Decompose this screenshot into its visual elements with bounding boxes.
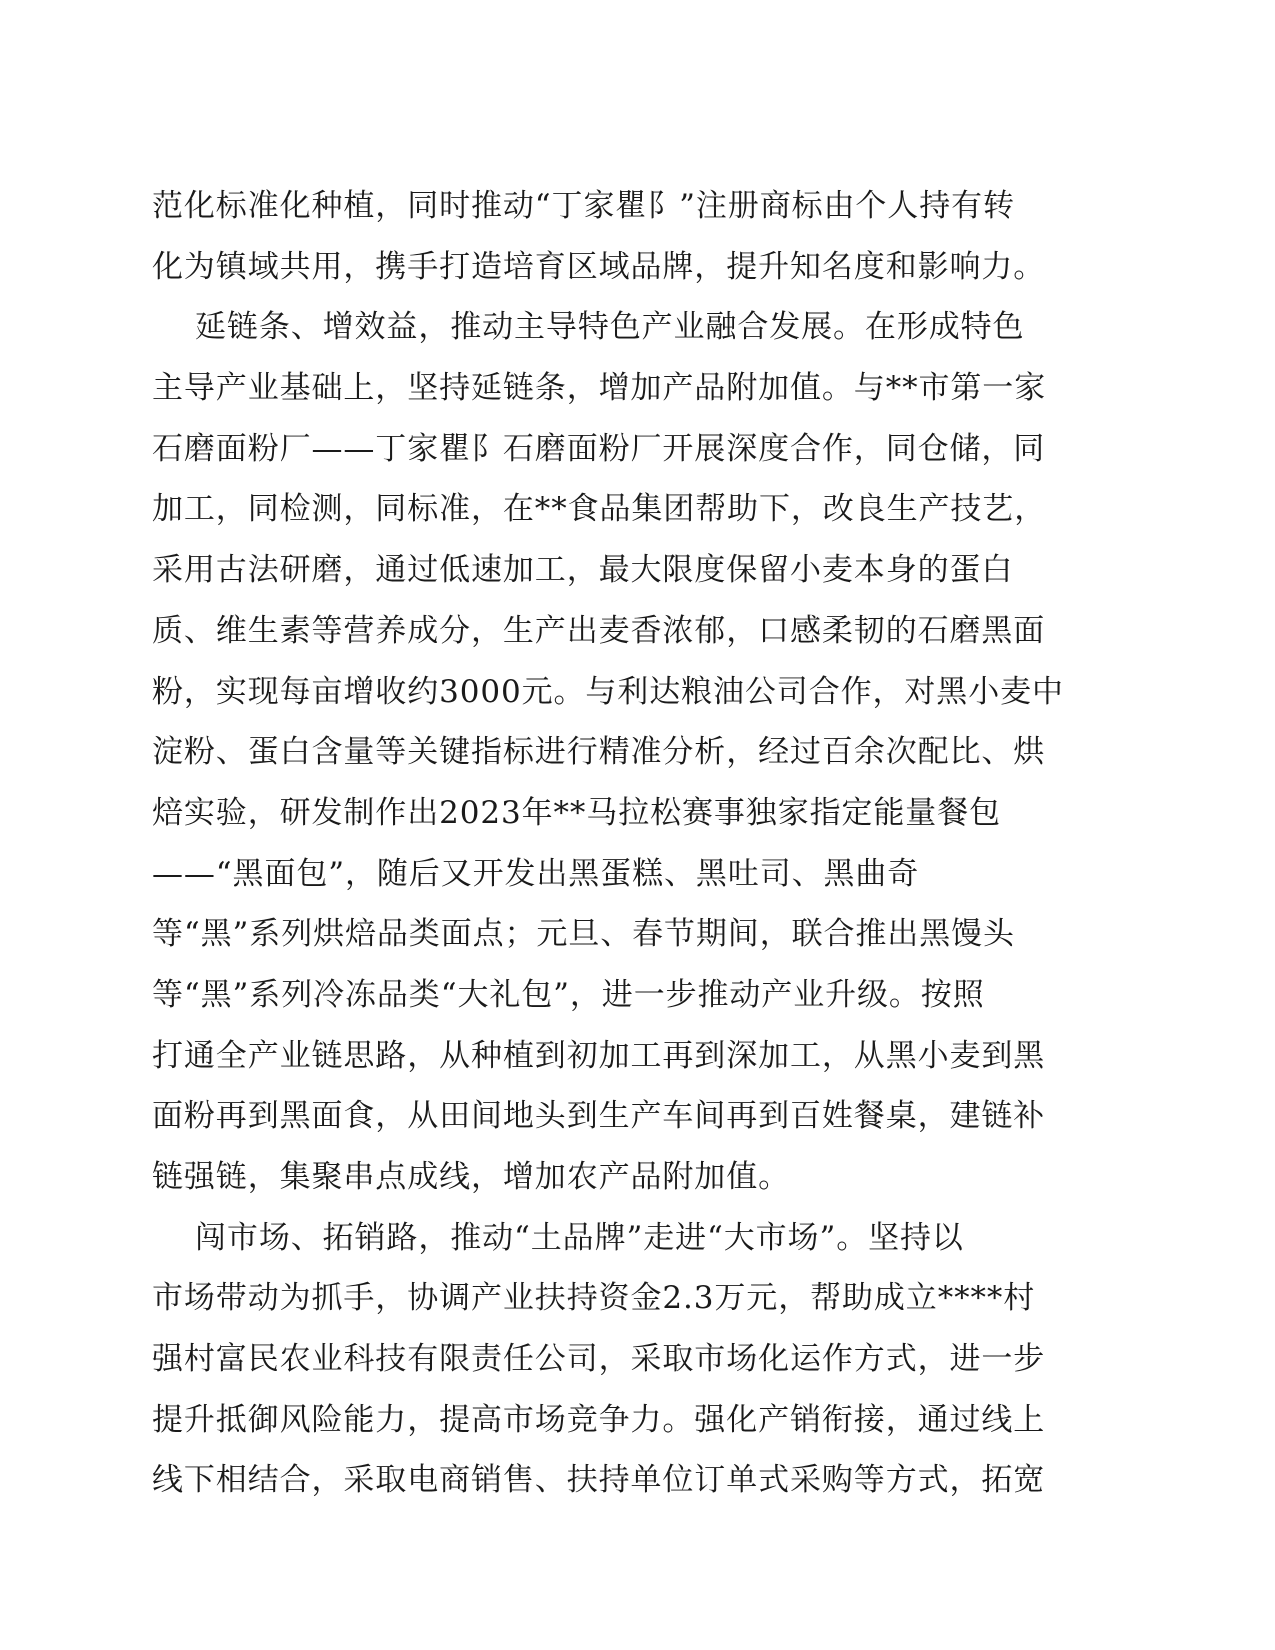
text-line: 淀粉、蛋白含量等关键指标进行精准分析，经过百余次配比、烘 xyxy=(152,734,1046,771)
text-line: 石磨面粉厂——丁家瞿阝石磨面粉厂开展深度合作，同仓储，同 xyxy=(152,430,1046,467)
text-line: 等“黑”系列冷冻品类“大礼包”，进一步推动产业升级。按照 xyxy=(152,976,985,1013)
text-line: 打通全产业链思路，从种植到初加工再到深加工，从黑小麦到黑 xyxy=(152,1037,1046,1074)
paragraph-start-line: 闯市场、拓销路，推动“土品牌”走进“大市场”。坚持以 xyxy=(152,1219,964,1256)
paragraph-start-line: 延链条、增效益，推动主导特色产业融合发展。在形成特色 xyxy=(152,309,1025,346)
text-line: 范化标准化种植，同时推动“丁家瞿阝”注册商标由个人持有转 xyxy=(152,188,1015,224)
text-line: 强村富民农业科技有限责任公司，采取市场化运作方式，进一步 xyxy=(152,1341,1046,1378)
text-line: 面粉再到黑面食，从田间地头到生产车间再到百姓餐桌，建链补 xyxy=(152,1098,1046,1135)
text-line: 化为镇域共用，携手打造培育区域品牌，提升知名度和影响力。 xyxy=(152,248,1046,285)
text-line: 市场带动为抓手，协调产业扶持资金2.3万元，帮助成立****村 xyxy=(152,1280,1036,1317)
text-line: 线下相结合，采取电商销售、扶持单位订单式采购等方式，拓宽 xyxy=(152,1462,1046,1499)
text-line: 链强链，集聚串点成线，增加农产品附加值。 xyxy=(152,1159,790,1195)
text-line: 主导产业基础上，坚持延链条，增加产品附加值。与**市第一家 xyxy=(152,370,1047,407)
text-line: 加工，同检测，同标准，在**食品集团帮助下，改良生产技艺， xyxy=(152,491,1047,528)
text-line: ——“黑面包”，随后又开发出黑蛋糕、黑吐司、黑曲奇 xyxy=(152,855,920,892)
text-line: 提升抵御风险能力，提高市场竞争力。强化产销衔接，通过线上 xyxy=(152,1401,1046,1438)
text-line: 采用古法研磨，通过低速加工，最大限度保留小麦本身的蛋白 xyxy=(152,552,1014,589)
text-line: 粉，实现每亩增收约3000元。与利达粮油公司合作，对黑小麦中 xyxy=(152,673,1064,710)
text-line: 焙实验，研发制作出2023年**马拉松赛事独家指定能量餐包 xyxy=(152,794,1001,831)
text-line: 等“黑”系列烘焙品类面点；元旦、春节期间，联合推出黑馒头 xyxy=(152,916,1015,953)
text-line: 质、维生素等营养成分，生产出麦香浓郁，口感柔韧的石磨黑面 xyxy=(152,612,1046,649)
body-text xyxy=(152,176,1092,1511)
